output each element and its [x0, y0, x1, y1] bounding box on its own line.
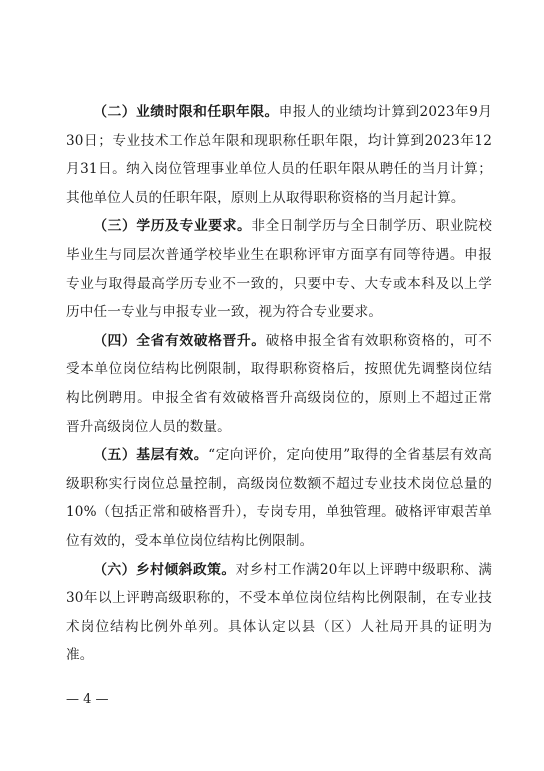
paragraph-exceptional-promotion [66, 327, 492, 441]
paragraph-text: 非全日制学历与全日制学历、职业院校毕业生与同层次普通学校毕业生在职称评审方面享有同等待遇。申报专业与取得最高学历专业不一致的，只要中专、大专或本科及以上学历中任一专业与申报专业一致，视为符合专业要求。 [66, 218, 492, 321]
paragraph-grassroots-validity [66, 441, 492, 555]
paragraph-heading: （三）学历及专业要求。 [93, 218, 252, 235]
paragraph-text: 破格申报全省有效职称资格的，可不受本单位岗位结构比例限制，取得职称资格后，按照优先调整岗位结构比例聘用。申报全省有效破格晋升高级岗位的，原则上不超过正常晋升高级岗位人员的数量。 [66, 332, 492, 435]
paragraph-heading: （五）基层有效。 [93, 447, 209, 464]
paragraph-heading: （二）业绩时限和任职年限。 [93, 104, 279, 120]
paragraph-heading: （六）乡村倾斜政策。 [93, 561, 236, 578]
page-number: — 4 — [66, 692, 109, 707]
paragraph-text: “定向评价，定向使用”取得的全省基层有效高级职称实行岗位总量控制，高级岗位数额不超过专业技术岗位总量的10%（包括正常和破格晋升），专岗专用，单独管理。破格评审艰苦单位有效的，受本单位岗位结构比例限制。 [66, 447, 492, 549]
paragraph-text: 对乡村工作满20年以上评聘中级职称、满30年以上评聘高级职称的，不受本单位岗位结构比例限制，在专业技术岗位结构比例外单列。具体认定以县（区）人社局开具的证明为准。 [66, 561, 492, 664]
paragraph-heading: （四）全省有效破格晋升。 [93, 332, 266, 349]
paragraph-education-requirements [66, 212, 492, 326]
document-body [66, 98, 492, 670]
paragraph-rural-policy [66, 556, 492, 670]
paragraph-performance-period [66, 98, 492, 212]
paragraph-text: 申报人的业绩均计算到2023年9月30日；专业技术工作总年限和现职称任职年限，均计算到2023年12月31日。纳入岗位管理事业单位人员的任职年限从聘任的当月计算；其他单位人员的任职年限，原则上从取得职称资格的当月起计算。 [66, 104, 493, 206]
